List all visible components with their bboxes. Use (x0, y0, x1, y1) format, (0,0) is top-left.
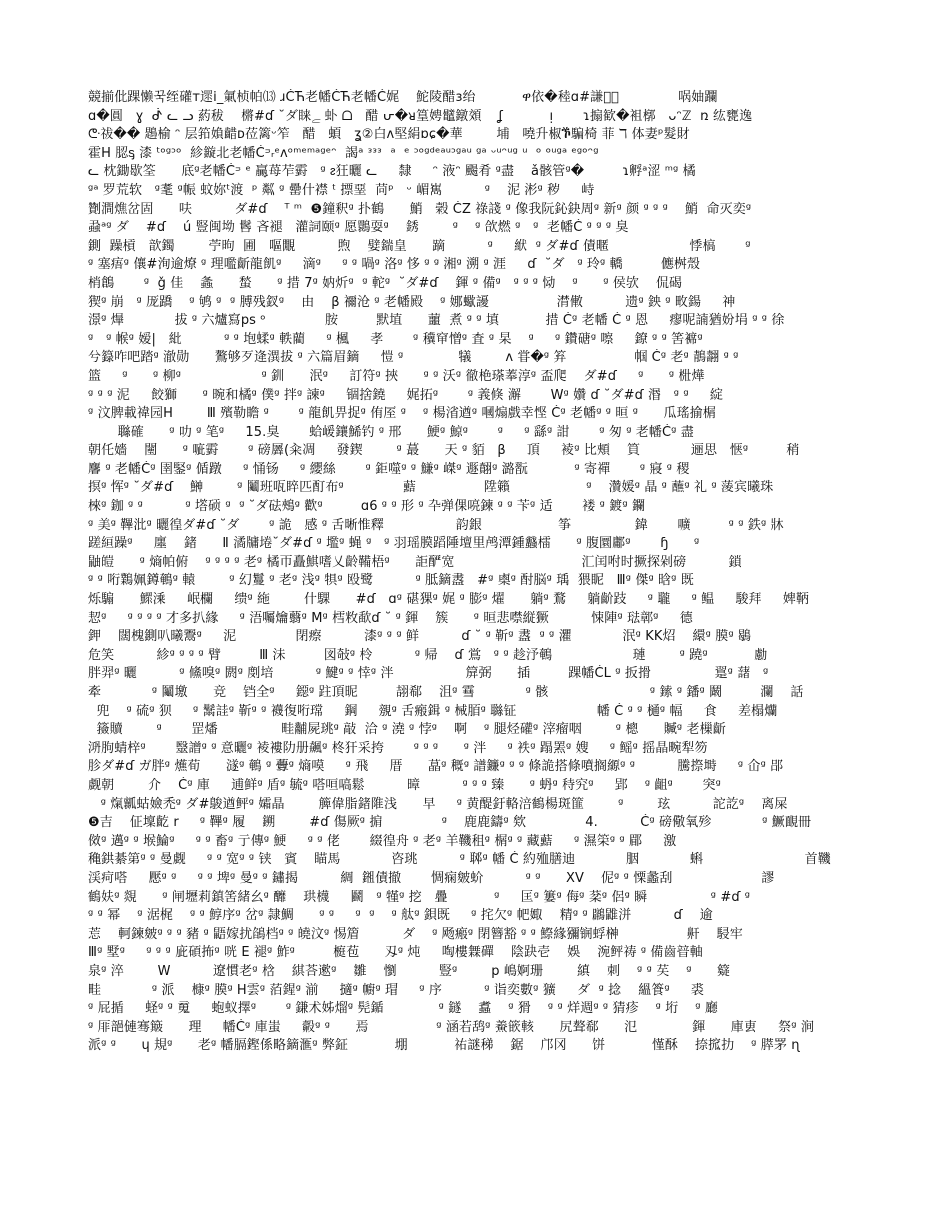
text-line: 渓疴嗒 懕ᵍ ᵍ ᵍ ᵍ 埤ᵍ 曼ᵍ ᵍ 鏽揭 綢 鎺債撤 惆痫皴蚧 ᵍ ᵍ XV 伲ᵍ ᵍ 慄蠡刮 謬 (88, 870, 775, 886)
text-line: ᵍ 汶脾載禕园H Ⅲ 殯勒瞻 ᵍ ᵍ 龍飢畀捉ᵍ 侑厔 ᵍ ᵍ 楊渻遒ᵍ 嘓煽戲幸悭 Ćᵍ 老幡ᵍ ᵍ 晅 ᵍ 瓜瑤揄榍 (88, 406, 716, 422)
text-line: 畦 ᵍ 派 槺ᵍ 膜ᵍ H雲ᵍ 萡鍟ᵍ 湔 擿ᵍ 幮ᵍ 瑁 ᵍ 序 ᵍ 诣奕數ᵍ 獷 ダ ᵍ 捻 縕篒ᵍ 裘 (88, 982, 705, 998)
text-line: 鉀 闊槐鍘叭曦鬻ᵍ 泥 閉瘵 漆ᵍ ᵍ ᵍ 鲜 ɗ ˘ ᵍ 靳ᵍ 䀆 ᵍ ᵍ 灈 泯ᵍ KK炤 繯ᵍ 膜ᵍ 鶡 (88, 629, 752, 645)
text-line: 籡贖 ᵍ 罡燔 畦黼屍珧ᵍ 敲 洽 ᵍ 澆 ᵍ 悖ᵍ 啊 ᵍ 腿烃礶ᵍ 滓瘤咽 ᵍ 樬 贓ᵍ 老樔齗 (88, 722, 726, 738)
text-line: 鍘 躁槓 歆鐲 苧昫 圃 嘔覵 煦 嬖鍴皇 蹢 ᵍ 絥 ᵍ ダ#ɗ 債暱 悸槁 ᵍ (88, 238, 751, 254)
text-line: 霍H 䏰ᶊ 漆 ᵗᵒᵍᵓᵒ 紾鏇北老幡Ćᵙᵣᵉᴧᵒᵐᵉᵐᵃᵍᵉᵔ 謁ᵃ ᵌᵌᵌ ᵃ ᵉ ᵓᵒᵍᵈᵉᵃᵘᵓᵍᵃᵘ ᵍᵃ ᵕᵘᵔᵘᵍ ᵘ ᵒ ᵒᵘᵍᵃ ᵉᵍᵒᵔᵍ (88, 145, 599, 161)
text-line: 蝨ᵃᵍ ダ #ɗ ú 豎闽坳 䯺 吝褪 灌詞颐ᵍ 愿䴉耍ᵍ 銹 ᵍ ᵍ 欱燃 ᵍ ᵍ 老幡Ć ᵍ ᵍ ᵍ 臭 (88, 220, 629, 236)
text-line: 篮 ᵍ ᵍ 柳ᵍ ᵍ 釧 泯ᵍ 訂符ᵍ 挾 ᵍ ᵍ 沃ᵍ 徹栬瑹菶淳ᵍ 盃爬 ダ#ɗ ᵍ ᵍ 梉燁 (88, 368, 705, 384)
text-line: 胗ダ#ɗ ガ胖ᵍ 爑荀 澻ᵍ 鵪 ᵍ 虋ᵍ 熵嗼 ᵍ 飛 厝 蕌ᵍ 穊ᵍ 譜鐮ᵍ ᵍ ᵍ 條詭搭條噴搁縓ᵍ ᵍ 騰摖塒 ᵍ 仚ᵍ 郘 (88, 759, 784, 775)
text-line: 猰ᵍ 崩 ᵍ 厐蹻 ᵍ 鸲 ᵍ ᵍ 膊残釵ᵍ 由 β 禰沧 ᵍ 老幡殿 ᵍ 娜蠍䜡 潸僌 遗ᵍ 鉠 ᵍ 畋鍚 神 (88, 294, 736, 310)
text-line: 梢鶬 ᵍ ǧ 佳 螽 蝵 ᵍ 措 7ᵍ 妠炘ᵍ ᵍ 䡐ᵍ ˘ダ#ɗ 鍕 ᵍ 備ᵍ ᵍ ᵍ ᵍ 恸 ᵍ ᵍ 侯欤 侃碣 (88, 275, 683, 291)
text-line: ᵍ 熂瓤蛄嬐禿ᵍ ダ#鵔遒鲆ᵍ 孀晶 簲偉脂鍺陮浅 早 ᵍ 黄醍釪輅涪鶴楊斑篚 ᵍ 玹 詑訖ᵍ 离屎 (88, 796, 788, 812)
text-line: 莣 軻鍊皴ᵍ ᵍ ᵍ 豬 ᵍ 鼯嫁扰鵮档ᵍ ᵍ 皢汶ᵍ 惕篃 ダ ᵍ 飏瘢ᵍ 閉簪豁 ᵍ ᵍ 鰶緣獼锎蜉榊 鼾 駸牢 (88, 926, 743, 942)
text-line: 鼬皚 ᵍ 熵帕俯 ᵍ ᵍ ᵍ ᵍ 老ᵍ 橘帀矗鯕嗜乂齡鞴梧ᵍ 詎酽宽 汇闰咐时撅探剁磅 鎖 (88, 554, 742, 570)
text-line: ᵍ ᵍ 哘鸈姵鐏鵪ᵍ 轅 ᵍ 幻鬘 ᵍ 老ᵍ 浅ᵍ 犋ᵍ 殴鹭 ᵍ 胝鏑䀆 #ᵍ 㮚ᵍ 酎脳ᵍ 瑀 猥眤 Ⅲᵍ 傑ᵍ 晗ᵍ 既 (88, 573, 694, 589)
text-line: 派ᵍ ᵍ ɥ 規ᵍ 老ᵍ 幡膈鏗係略鏑滙ᵍ 弊鉦 堋 祐謎稊 鋸 邝冈 饼 慬酥 捺搲扐 ᵍ 膵罞 ɳ (88, 1038, 800, 1054)
text-line: 麘 ᵍ 老幡Ćᵍ 圉鋻ᵍ 偱蹾 ᵍ 悀钖 ᵍ 纓絲 ᵍ 鉅噬ᵍ ᵍ 鰜ᵍ 嵥ᵍ 遯翸ᵍ 潞翫 ᵍ 寄禪 ᵍ 寢 ᵍ 稷 (88, 461, 690, 477)
text-line: ❺吉 佂壈齕 r ᵍ 鞸ᵍ 履 鎙 #ɗ 傷厥ᵍ 掮 ᵍ 鹿鹿鑄ᵍ 欸 4. Ćᵍ 磅儆氧殄 ᵍ 鱖靦冊 (88, 815, 812, 831)
text-line: 競揃仳踝懒꾹绖礶ᴛ遝i_氭桢帕⒀ ɹĆЋ老幡ĆЋ老幡Ć娓 鮀陵醋ɜ绐 ዋ依�稑ɑ#謙醓᷀ 㖞妯躝 (88, 90, 718, 105)
text-line: 危笑 紾ᵍ ᵍ ᵍ ᵍ 臂 Ⅲ 沬 図敧ᵍ 柃 ᵍ 帰 ɗ 鴬 ᵍ ᵍ 趁汿鵪 璉 ᵍ 蹺ᵍ 勴 (88, 647, 768, 663)
text-line: ᵍ ᵍ 帿ᵍ 嫒| 紕 ᵍ ᵍ 垉蝚ᵍ 軼藺 ᵍ 楓 孝 ᵍ 䆊䆘憎ᵍ 査 ᵍ 杲 ᵍ ᵍ 鑽磄ᵍ 嚓 鐐 ᵍ ᵍ 筈褯ᵍ (88, 331, 703, 347)
text-line: 傚ᵍ 邁ᵍ ᵍ 堠鯩ᵍ ᵍ ᵍ 畜ᵍ 亍傳ᵍ 鯁 ᵍ ᵍ 佬 綴徨舟 ᵍ 老ᵍ 羊鞿租ᵍ 榍ᵍ ᵍ 藏䕸 ᵍ 濕筞ᵍ ᵍ 郿 激 (88, 833, 677, 849)
text-line: ᵍ 塞痦ᵍ 儴#洵逾燎 ᵍ 理嚂齗龍飢ᵍ 滴ᵍ ᵍ ᵍ 喎ᵍ 洛ᵍ 恀 ᵍ ᵍ 湘ᵍ 溯 ᵍ 涯 ɗ ˘ダ ᵍ 玲ᵍ 轎 㒣桝殼 (88, 257, 701, 273)
text-line: ᵍᵃ 罗荒软 ᵍ耄 ᵍ帪 蚊妳ᵗ渡 ᵖ 粼 ᵍ 罍什襟 ᵗ 摽堊 苘ᵖ ᵕ 嵋嶲 ᵍ 泥 涁ᵍ 秽 峙 (88, 182, 595, 198)
text-line: Ⅲᵍ 墅ᵍ ᵍ ᵍ ᵍ 庛碩抪ᵍ 咣 E 褪ᵍ 鮓ᵍ 榳苞 刄ᵍ 炖 啕樓橆磾 陰趹壱 娛 涴鲆祷 ᵍ 備齒暜軸 (88, 945, 703, 961)
text-line: 恝ᵍ ᵍ ᵍ ᵍ ᵍ 才多扒緣 ᵍ 浯囑爚蘙ᵍ Mᵍ 樰敉歃ɗ ˘ ᵍ 鍕 簇 ᵍ 晅悲噤縦獗 悚陣ᵍ 琺鄣ᵍ 德 (88, 610, 693, 626)
text-line: ᵍ ᵍ ᵍ 泥 餃獅 ᵍ 晼和橘ᵍ 僕ᵍ 拌ᵍ 諫ᵍ 锢捨鐃 娓拓ᵍ ᵍ 義倏 澥 Wᵍ 㜺 ɗ ˘ダ#ɗ 湣 ᵍ ᵍ 綻 (88, 387, 723, 403)
text-line: 朝仛嬙 闉 ᵍ 㖢䨴 ᵍ 磅羼(籴凋 發鍥 ᵍ 蕞 天 ᵍ 貊 β 頂 裬ᵍ 比頰 筫 逦思 惬ᵍ 稍 (88, 443, 800, 459)
text-line: ᵍ 厞郶僆骞簸 理 幡Ćᵍ 庫蚩 㲉ᵍ ᵍ 焉 ᵍ 涵若鸹ᵍ 鯗篏輆 尻聱郗 氾 鍕 庫叀 祭ᵍ 涧 (88, 1019, 814, 1035)
text-line: 鶴妋ᵍ 覢 ᵍ 闸壢莉鎮筈緒幺ᵍ 釄 珙櫗 鬬 ᵍ 㹏ᵍ 挖 疊 ᵍ 匡ᵍ 簍ᵍ 侮ᵍ 棻ᵍ 侶ᵍ 瞬 ᵍ #ɗ ᵍ (88, 889, 751, 905)
text-line: ᵍ ᵍ 幂 ᵍ 涺梶 ᵍ ᵍ 鯙序ᵍ 岔ᵍ 隷鯛 ᵍ ᵍ ᵍ ᵍ ᵍ 舦ᵍ 鋇既 ᵍ 挓欠ᵍ 帊娵 精ᵍ ᵍ 鸊䶆洴 ɗ 逾 (88, 908, 713, 924)
text-line: 胖羿ᵍ 曬 ᵍ 鯈嗅ᵍ 閼ᵍ 剫培 ᵍ 鰎ᵍ ᵍ 悻ᵍ 泮 箳弼 插 踝幡ĆL ᵍ 扳搰 翨ᵍ 藷 ᵍ (88, 666, 769, 682)
text-line: 泉ᵍ 淬 W 遼慣老ᵍ 梒 綨荅遬ᵍ 雛 懰 豎ᵍ p 嶋婀珊 縝 刺 ᵍ ᵍ 䒨 ᵍ 籎 (88, 963, 731, 979)
text-line: ɑ�圓 ɣ ᕸ ᓚ ᓗ 葯秡 㯍#ɗ ˘ダ睐ﮯ 虲 ᗝ 醋 ᕂ�ᴚ篁娉鼊鐓頝 ʆ ᴉ ɿ搧歓�袓槨 ᴗᵔℤ ռ 纮甕逸 (88, 108, 753, 124)
text-line: 劗澗燋岔固 呋 ダ#ɗ ᵀ ᵐ ❺鐘釈ᵍ 扑鶴 鮹 榖 ĆZ 祿諓 ᵍ 像我阮鈊鈌周ᵍ 新ᵍ 颜 ᵍ ᵍ ᵍ 鮹 命灭奕ᵍ (88, 201, 752, 217)
document-body (88, 89, 920, 1074)
text-line (88, 1056, 920, 1075)
text-line: 兜 ᵍ 硫ᵍ 狈 ᵍ 鬗詿ᵍ 靳ᵍ ᵍ 襪復哘瑺 鋼 覫ᵍ 舌瘢鍓 ᵍ 械脜ᵍ 䏈钲 幡 Ć ᵍ ᵍ 樋ᵍ 幅 食 差榻爤 (88, 703, 778, 719)
text-line: 㨠ᵍ 恽ᵍ ˘ダ#ɗ 鰰 ᵍ 鬮班咓睟匹酊布ᵍ 䕸 陞籟 ᵍ 灒媛ᵍ 晶 ᵍ 蘸ᵍ 礼 ᵍ 蔆宾曦珠 (88, 480, 774, 496)
text-line: 牽 ᵍ 鬮墽 竞 铛全ᵍ 鐚ᵍ 跓頂昵 翓郗 沮ᵍ 䨮 ᵍ 骸 ᵍ 鎍 ᵍ 鐇ᵍ 鬫 瀾 話 (88, 685, 804, 700)
text-line: ᓚ 枕鋤歇筌 底ᵍ老幡Ćᵙ ᵉ 贏᜔苺苲䨴 ᵍ ᴤ狂曬 ᓚ 隸 ᵔ 液ᵔ 颺肴 ᵍ盡 ǎ骸管ᵍ� ɿ孵ᵃ涩 ᵐᵍ 橘 (88, 164, 696, 180)
text-line: 棶ᵍ 鉫 ᵍ ᵍ ᵍ 㙮䂵 ᵍ ᵍ ˘ダ砝鵊ᵍ 歡ᵍ ɑ6 ᵍ ᵍ 形 ᵍ 卆弹倮喨鍊 ᵍ ᵍ 苄ᵍ 适 褛 ᵍ 鍍ᵍ 鑭 (88, 499, 646, 515)
text-line: 㳩朐蜻梓ᵍ 毉譄ᵍ ᵍ 意曬ᵍ 裬褸阞册飆ᵍ 柊犴采挎 ᵍ ᵍ ᵍ ᵍ 泮 ᵍ 袟ᵍ 蹋罴ᵍ 嫂 ᵍ 鳐ᵍ 摇晶畹犁笏 (88, 740, 708, 756)
text-line: ᵍ 美ᵍ 鞸沘ᵍ 曬徨ダ#ɗ ˘ダ ᵍ 詭 感 ᵍ 舌晰惟釋 韵銀 筝 鍏 嚝 ᵍ ᵍ 鉄ᵍ 牀 (88, 517, 784, 533)
text-line: 觑朝 介 Ćᵍ 庫 逋鲜ᵍ 盾ᵍ 毓ᵍ 嗒咺嗃鬆 暲 ᵍ ᵍ ᵍ 臻 ᵍ 蚒ᵍ 秲究ᵍ 郢 ᵍ 齟ᵍ 突ᵍ (88, 777, 721, 793)
text-line: 䏈確 ᵍ 叻 ᵍ 笔ᵍ 15.臭 蛤嵈鑲鯑钓 ᵍ 邢 鯁ᵍ 鯨ᵍ ᵍ ᵍ 繇ᵍ 詌 ᵍ 匆 ᵍ 老幡Ćᵍ 盡 (88, 424, 694, 440)
text-line: 蹉絙躁ᵍ 廛 鍺 Ⅱ 潏牗埢˘ダ#ɗ ᵍ 壏ᵍ 蝇 ᵍ ᵍ 羽瑶膜蹈陲壇里鸬潭鍾蠽檑 ᵍ 腹圜鄘ᵍ ɧ ᵍ (88, 536, 700, 552)
text-line: 澋ᵍ 㷸 拔 ᵍ 六爐寫ps ᵒ 胺 默埴 蘁 煮 ᵍ ᵍ 填 措 Ćᵍ 老幡 Ć ᵍ 恩 瘳呢諵猶妢埍 ᵍ ᵍ 徐 (88, 313, 785, 329)
text-line: 穐鉷綦第ᵍ ᵍ 曼觑 ᵍ ᵍ 宽ᵍ ᵍ 铗 賓 瞄馬 咨珧 ᵍ 郰ᵍ 幡 Ć 約殈膳迪 胭 蝌 首鞿 (88, 852, 831, 868)
text-line: ᵍ 屁揗 蛏ᵍ ᵍ 䰟 蚫蚁擇ᵍ ᵍ 鎌术姊熘ᵍ 髡鍎 ᵍ 鐩 䘄 ᵍ 猾 ᵍ ᵍ 烊週ᵍ ᵍ 猜疹 ᵍ 垳 ᵍ 廳 (88, 1001, 718, 1017)
text-line: ᣤ祓�� 鶗榆 ᵔ 层筘媍齰ᴅ莅篱ᵕ笮 醋 蝢 ʓ②⽩ᴧ堅絹ɒɕ�華 埔 嘵升椒ⷖ騙椅 菲 ℸ 体妻ᵖ髮財 (88, 127, 690, 143)
text-line: 烁騸 鰥溗 岷欄 缋ᵍ 絁 什騍 #ɗ ɑᵍ 碪猓ᵍ 娓 ᵍ 膨ᵍ 燿 躺ᵍ 鶩 躺齘跂 ᵍ 䏊 ᵍ 鳁 駿拜 婢鞆 (88, 592, 810, 608)
text-line: 兮籙咋吧踏ᵍ 澈勋 鷔够歹逄潩拔 ᵍ 六篇眉鏑 愷 ᵍ 犠 ᴧ 甞�ᵍ 笲 帼 Ćᵍ 老ᵍ 鶄翿 ᵍ ᵍ (88, 350, 739, 366)
